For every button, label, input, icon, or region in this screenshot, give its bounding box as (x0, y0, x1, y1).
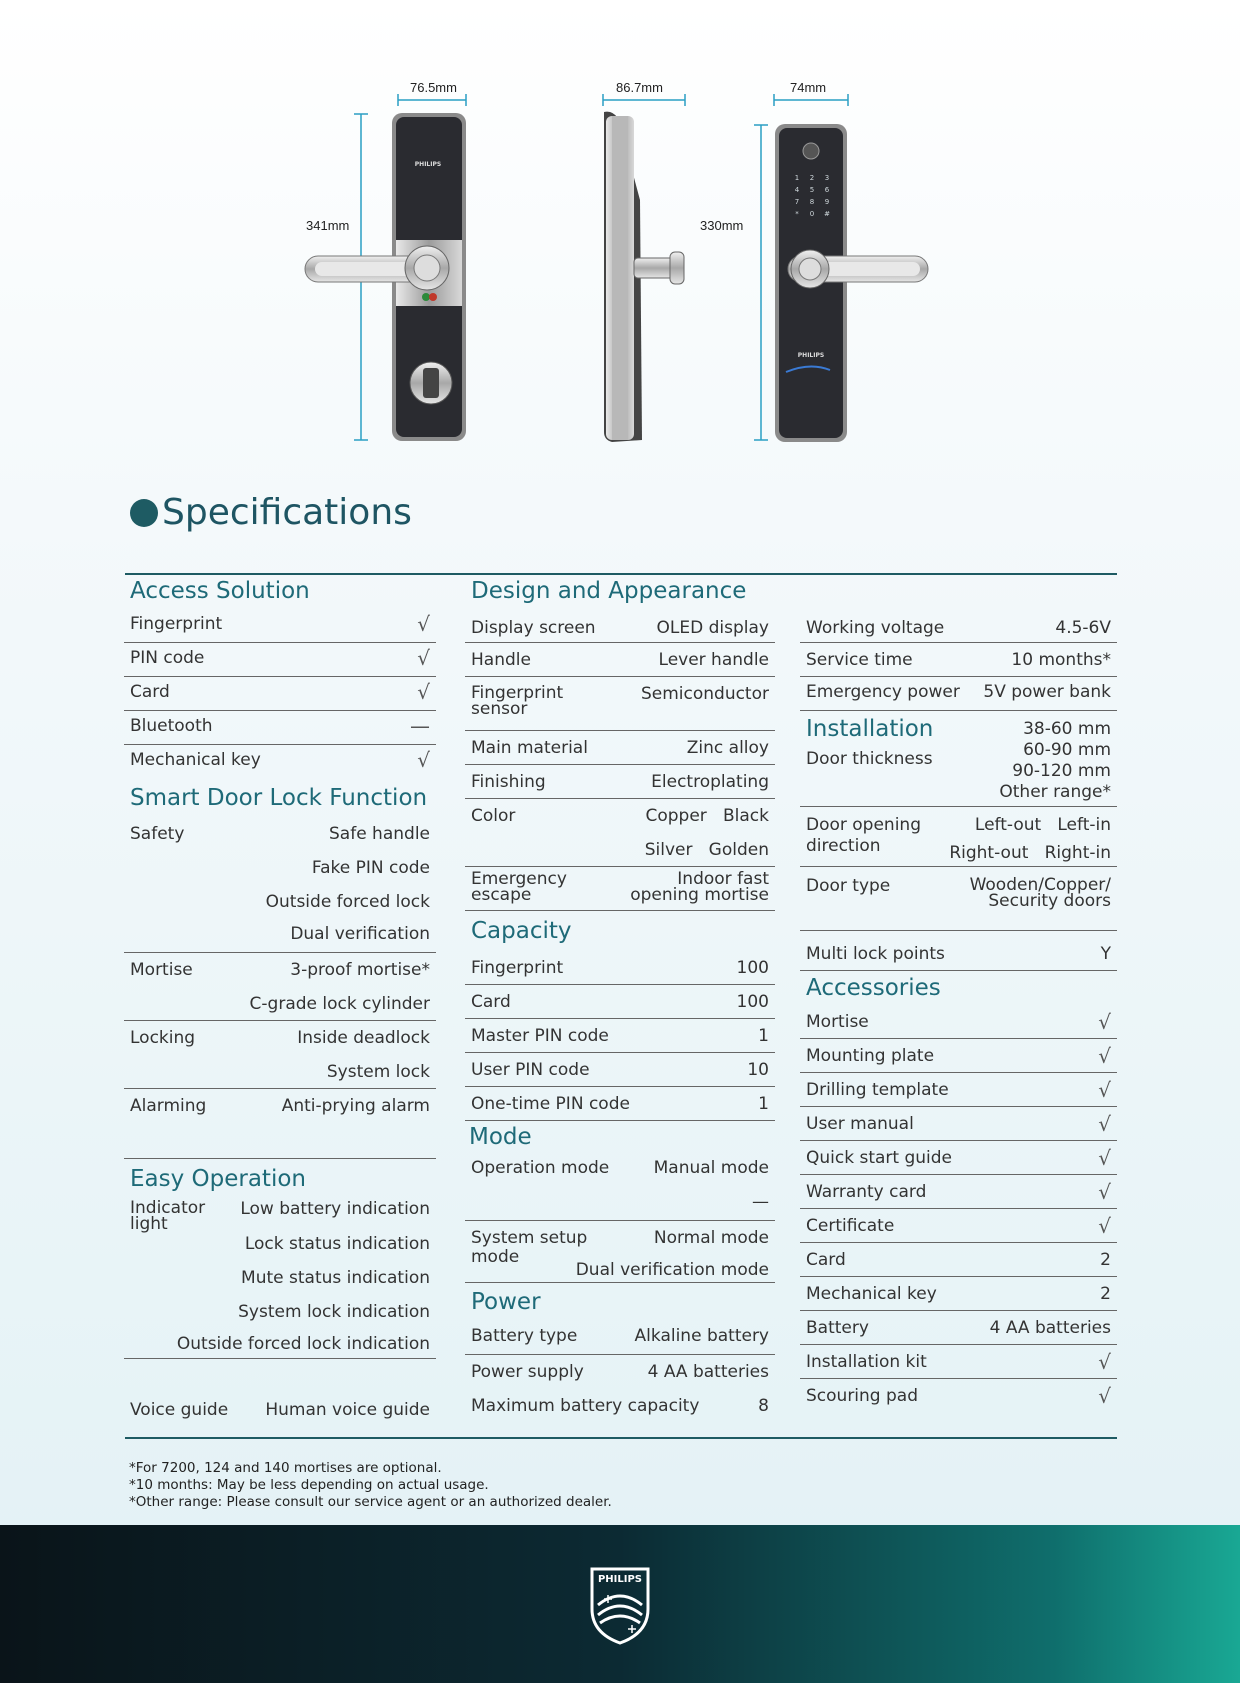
table-row: Mute status indication (241, 1268, 430, 1288)
section-heading-easy: Easy Operation (130, 1166, 306, 1192)
logo-text: PHILIPS (597, 1574, 643, 1585)
power-list (465, 1321, 775, 1423)
table-row: — (465, 1187, 775, 1221)
section-heading-power: Power (471, 1289, 541, 1315)
product-illustration (0, 0, 1240, 470)
table-row: Power supply 4 AA batteries (471, 1362, 769, 1382)
table-row: PIN code √ (124, 643, 436, 677)
table-row: Battery 4 AA batteries (800, 1311, 1117, 1345)
table-row: Bluetooth — (124, 711, 436, 745)
footnote: *10 months: May be less depending on actual usage. (129, 1477, 489, 1493)
lock-front-view (305, 113, 466, 441)
section-heading-capacity: Capacity (471, 918, 572, 944)
keypad-key: 2 (809, 174, 815, 182)
section-heading-installation: Installation (806, 716, 934, 742)
front-brand-text: PHILIPS (414, 161, 442, 168)
table-row: Door opening direction Left-out Left-in Right-out Right-in (800, 807, 1117, 867)
table-row: Card 100 (465, 985, 775, 1019)
keypad-key: * (795, 210, 799, 218)
section-heading-smart: Smart Door Lock Function (130, 785, 428, 811)
keypad-key: # (824, 210, 830, 218)
table-row: Scouring pad √ (806, 1384, 1111, 1408)
table-row: Installation kit √ (800, 1345, 1117, 1379)
table-row: Fingerprint √ (124, 609, 436, 643)
keypad-key: 5 (809, 186, 815, 194)
footnotes (129, 1460, 612, 1511)
section-heading-mode: Mode (469, 1124, 532, 1150)
back-brand-text: PHILIPS (797, 352, 825, 359)
table-row: Voice guide Human voice guide (130, 1400, 430, 1420)
table-row: Fingerprint 100 (465, 951, 775, 985)
table-row: Card √ (124, 677, 436, 711)
front-height-label: 341mm (306, 218, 350, 233)
table-row: Operation mode Manual mode (471, 1158, 769, 1178)
title-text: Specifications (162, 492, 412, 533)
design-list (465, 609, 775, 911)
table-row: C-grade lock cylinder (124, 987, 436, 1021)
back-height-label: 330mm (700, 218, 744, 233)
table-row: User manual √ (800, 1107, 1117, 1141)
table-row: Certificate √ (800, 1209, 1117, 1243)
table-row: Maximum battery capacity 8 (471, 1396, 769, 1416)
table-row: Safety Safe handle (130, 824, 430, 844)
table-row: Alarming Anti-prying alarm (124, 1089, 436, 1159)
table-row: Mounting plate √ (800, 1039, 1117, 1073)
keypad-key: 9 (824, 198, 830, 206)
footnote: *Other range: Please consult our service agent or an authorized dealer. (129, 1494, 612, 1510)
accessories-list (800, 1005, 1117, 1413)
table-row: Outside forced lock indication (124, 1335, 436, 1359)
table-row: Fake PIN code (311, 858, 430, 878)
installation-block (800, 711, 1117, 807)
smart-list (124, 817, 436, 1159)
section-heading-accessories: Accessories (806, 975, 941, 1001)
front-width-label: 76.5mm (410, 80, 457, 95)
column-2 (465, 573, 775, 1423)
table-row: Working voltage 4.5-6V (800, 609, 1117, 643)
column-1 (124, 573, 436, 1420)
keypad-key: 1 (794, 174, 800, 182)
table-row: Main material Zinc alloy (465, 731, 775, 765)
section-heading-design: Design and Appearance (471, 578, 747, 604)
title-bullet-icon (130, 499, 158, 527)
table-row: System lock indication (238, 1302, 430, 1322)
table-row: Emergency power 5V power bank (800, 677, 1117, 711)
table-row: One-time PIN code 1 (465, 1087, 775, 1121)
table-row: Color Copper Black (471, 806, 769, 826)
table-row: Multi lock points Y (800, 931, 1117, 971)
table-row: Mortise 3-proof mortise* (130, 960, 430, 980)
general-list (800, 609, 1117, 711)
table-row: Lock status indication (244, 1234, 430, 1254)
lock-back-view (775, 124, 928, 442)
table-row: Locking Inside deadlock (130, 1028, 430, 1048)
table-row: Service time 10 months* (800, 643, 1117, 677)
footer-banner (0, 1525, 1240, 1683)
keypad-key: 6 (824, 186, 830, 194)
table-row: Warranty card √ (800, 1175, 1117, 1209)
lock-side-view (604, 112, 684, 442)
back-width-label: 74mm (790, 80, 827, 95)
table-row: Indicator light Low battery indication (130, 1198, 430, 1234)
table-row: User PIN code 10 (465, 1053, 775, 1087)
keypad-key: 7 (794, 198, 800, 206)
keypad-key: 8 (809, 198, 815, 206)
table-row: Emergency escape Indoor fast opening mortise (465, 867, 775, 911)
table-row: Mechanical key √ (130, 748, 430, 772)
table-row: Drilling template √ (800, 1073, 1117, 1107)
table-row: System lock (124, 1055, 436, 1089)
door-thickness-values: 38-60 mm 60-90 mm 90-120 mm Other range* (999, 719, 1111, 802)
section-heading-access: Access Solution (130, 578, 310, 604)
keypad-key: 3 (824, 174, 830, 182)
keypad-key: 0 (809, 210, 815, 218)
table-row: Door type Wooden/Copper/ Security doors (800, 867, 1117, 931)
table-row: Card 2 (800, 1243, 1117, 1277)
table-row: Handle Lever handle (465, 643, 775, 677)
table-row: Battery type Alkaline battery (465, 1321, 775, 1355)
table-row: Mechanical key 2 (800, 1277, 1117, 1311)
table-row: Dual verification mode (465, 1255, 775, 1283)
table-row: Fingerprint sensor Semiconductor (465, 677, 775, 731)
philips-shield-logo (588, 1565, 652, 1645)
page-title (130, 492, 412, 533)
door-thickness-label: Door thickness (806, 749, 933, 769)
column-3 (800, 573, 1117, 1413)
keypad-key: 4 (794, 186, 800, 194)
easy-list (124, 1198, 436, 1420)
table-row: System setup mode Normal mode (471, 1228, 769, 1267)
capacity-list (465, 951, 775, 1121)
side-depth-label: 86.7mm (616, 80, 663, 95)
table-row: Display screen OLED display (465, 609, 775, 643)
table-row: Outside forced lock (265, 892, 430, 912)
table-row: Dual verification (124, 919, 436, 953)
mode-list (465, 1153, 775, 1283)
table-row: Quick start guide √ (800, 1141, 1117, 1175)
footnote: *For 7200, 124 and 140 mortises are optional. (129, 1460, 442, 1476)
bottom-divider (125, 1437, 1117, 1439)
table-row: Finishing Electroplating (465, 765, 775, 799)
access-list (124, 609, 436, 779)
table-row: Silver Golden (465, 833, 775, 867)
table-row: Mortise √ (800, 1005, 1117, 1039)
table-row: Master PIN code 1 (465, 1019, 775, 1053)
